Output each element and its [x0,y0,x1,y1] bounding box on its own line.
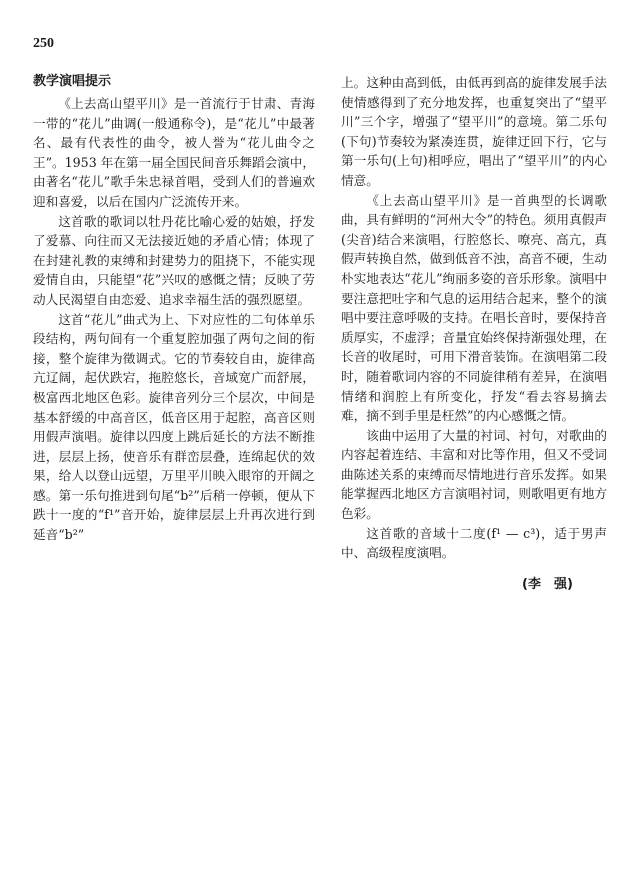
paragraph: 这首“花儿”曲式为上、下对应性的二句体单乐段结构，两句间有一个重复腔加强了两句之间的衔接，整个旋律为徵调式。它的节奏较自由，旋律高亢辽阔，起伏跌宕，拖腔悠长，音域宽广而舒展，极富西北地区色彩。旋律音列分三个层次，中间是基本舒缓的中高音区，低音区用于起腔，高音区则用假声演唱。旋律以四度上跳后延长的方法不断推进，层层上扬，使音乐有群峦层叠，连绵起伏的效果，给人以登山远望，万里平川映入眼帘的开阔之感。第一乐句推进到句尾“b²”后稍一停顿，便从下跌十一度的“f¹”音开始，旋律层层上升再次进行到延音“b²” [33,311,315,543]
right-column [341,73,607,563]
paragraph: 这首歌的歌词以牡丹花比喻心爱的姑娘，抒发了爱慕、向往而又无法接近她的矛盾心情；体现了在封建礼教的束缚和封建势力的阻挠下，不能实现爱情自由，只能望“花”兴叹的感慨之情；反映了劳动人民渴望自由恋爱、追求幸福生活的强烈愿望。 [33,213,315,307]
paragraph: 《上去高山望平川》是一首典型的长调歌曲，具有鲜明的“河州大令”的特色。须用真假声(尖音)结合来演唱，行腔悠长、嘹亮、高亢，真假声转换自然，做到低音不浊，高音不硬，生动朴实地表达“花儿”绚丽多姿的音乐形象。演唱中要注意把吐字和气息的运用结合起来，整个的演唱中要注意呼吸的支持。在唱长音时，要保持音质厚实，不虚浮；音量宜始终保持渐强处理，在长音的收尾时，可用下滑音装饰。在演唱第二段时，随着歌词内容的不同旋律稍有差异，在演唱情绪和润腔上有所变化，抒发“看去容易摘去难，摘不到手里是枉然”的内心感慨之情。 [341,192,607,424]
author-signature: (李 强) [522,577,573,592]
page-number: 250 [33,36,54,51]
section-heading: 教学演唱提示 [33,74,112,89]
left-column [33,72,315,545]
paragraph-continuation: 上。这种由高到低，由低再到高的旋律发展手法使情感得到了充分地发挥，也重复突出了“望平川”三个字，增强了“望平川”的意境。第二乐句(下句)节奏较为紧凑连贯，旋律迂回下行，它与第一乐句(上句)相呼应，唱出了“望平川”的内心情意。 [341,75,607,188]
paragraph: 这首歌的音域十二度(f¹ — c³)，适于男声中、高级程度演唱。 [341,525,607,561]
paragraph: 该曲中运用了大量的衬词、衬句，对歌曲的内容起着连结、丰富和对比等作用，但又不受词曲陈述关系的束缚而尽情地进行音乐发挥。如果能掌握西北地区方言演唱衬词，则歌唱更有地方色彩。 [341,427,607,522]
paragraph: 《上去高山望平川》是一首流行于甘肃、青海一带的“花儿”曲调(一般通称令)，是“花儿”中最著名、最有代表性的曲令，被人誉为“花儿曲令之王”。1953 年在第一届全国民间音乐舞蹈会演中，由著名“花儿”歌手朱忠禄首唱，受到人们的普遍欢迎和喜爱，以后在国内广泛流传开来。 [33,96,315,209]
